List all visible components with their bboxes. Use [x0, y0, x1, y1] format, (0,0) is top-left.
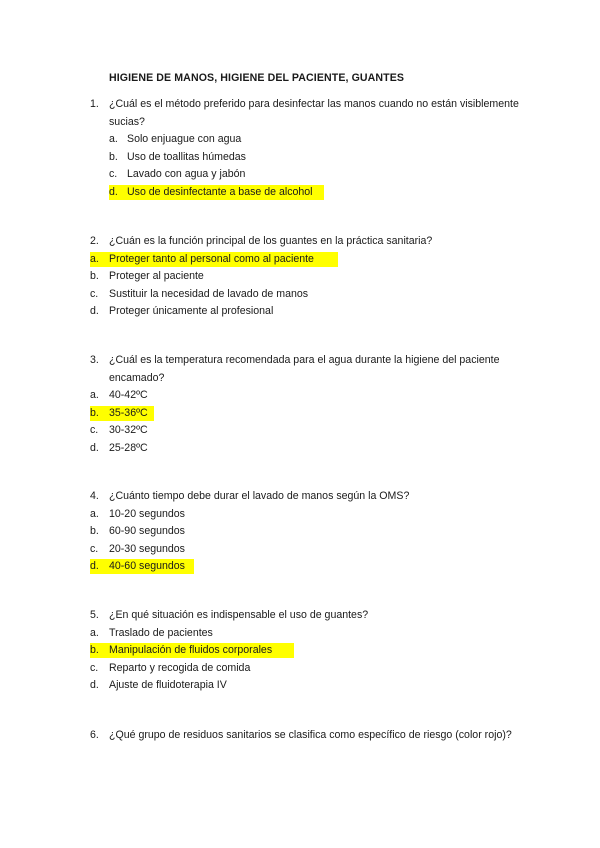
question-5: [90, 607, 530, 695]
question-text: ¿Qué grupo de residuos sanitarios se clasifica como específico de riesgo (color rojo)?: [109, 729, 512, 741]
option-c: c. 30-32ºC: [90, 424, 148, 436]
option-b-correct: b. Manipulación de fluidos corporales: [90, 642, 530, 660]
question-6: [90, 727, 530, 745]
question-3: [90, 352, 530, 457]
option-a: a. Traslado de pacientes: [90, 626, 213, 639]
options-list: [90, 506, 530, 576]
question-text: ¿Cuán es la función principal de los guantes en la práctica sanitaria?: [109, 235, 433, 247]
option-d: d. 25-28ºC: [90, 441, 148, 454]
option-c: c. 20-30 segundos: [90, 542, 185, 555]
option-b: b. Uso de toallitas húmedas: [109, 150, 246, 163]
options-list: [90, 251, 530, 321]
options-list: [90, 131, 530, 201]
question-number: 1.: [90, 98, 99, 110]
option-a-correct: a. Proteger tanto al personal como al paciente: [90, 251, 530, 269]
option-d: d. Ajuste de fluidoterapia IV: [90, 679, 227, 691]
option-b-correct: b. 35-36ºC: [90, 405, 530, 423]
question-number: 6.: [90, 729, 99, 741]
option-d-correct: d. 40-60 segundos: [90, 558, 530, 576]
option-b: b. 60-90 segundos: [90, 525, 185, 537]
question-1: [90, 96, 530, 201]
question-number: 2.: [90, 235, 99, 247]
option-c: c. Reparto y recogida de comida: [90, 661, 251, 674]
option-c: c. Lavado con agua y jabón: [109, 168, 246, 180]
question-number: 4.: [90, 490, 99, 502]
option-d-correct: d. Uso de desinfectante a base de alcohol: [90, 184, 530, 202]
option-a: a. Solo enjuague con agua: [109, 133, 242, 145]
document-title: HIGIENE DE MANOS, HIGIENE DEL PACIENTE, GUANTES: [109, 72, 405, 84]
question-text: ¿Cuál es la temperatura recomendada para el agua durante la higiene del paciente encamado?: [109, 354, 500, 384]
question-text: ¿Cuál es el método preferido para desinfectar las manos cuando no están visiblemente sucias?: [109, 98, 519, 128]
options-list: [90, 625, 530, 695]
option-a: a. 10-20 segundos: [90, 507, 185, 520]
option-b: b. Proteger al paciente: [90, 270, 204, 282]
question-2: [90, 233, 530, 321]
question-text: ¿Cuánto tiempo debe durar el lavado de manos según la OMS?: [109, 490, 410, 502]
question-text: ¿En qué situación es indispensable el uso de guantes?: [109, 609, 369, 621]
option-c: c. Sustituir la necesidad de lavado de manos: [90, 287, 309, 300]
question-number: 3.: [90, 354, 99, 366]
option-d: d. Proteger únicamente al profesional: [90, 305, 274, 317]
options-list: [90, 387, 530, 457]
option-a: a. 40-42ºC: [90, 389, 148, 401]
question-4: [90, 488, 530, 576]
question-number: 5.: [90, 609, 99, 621]
